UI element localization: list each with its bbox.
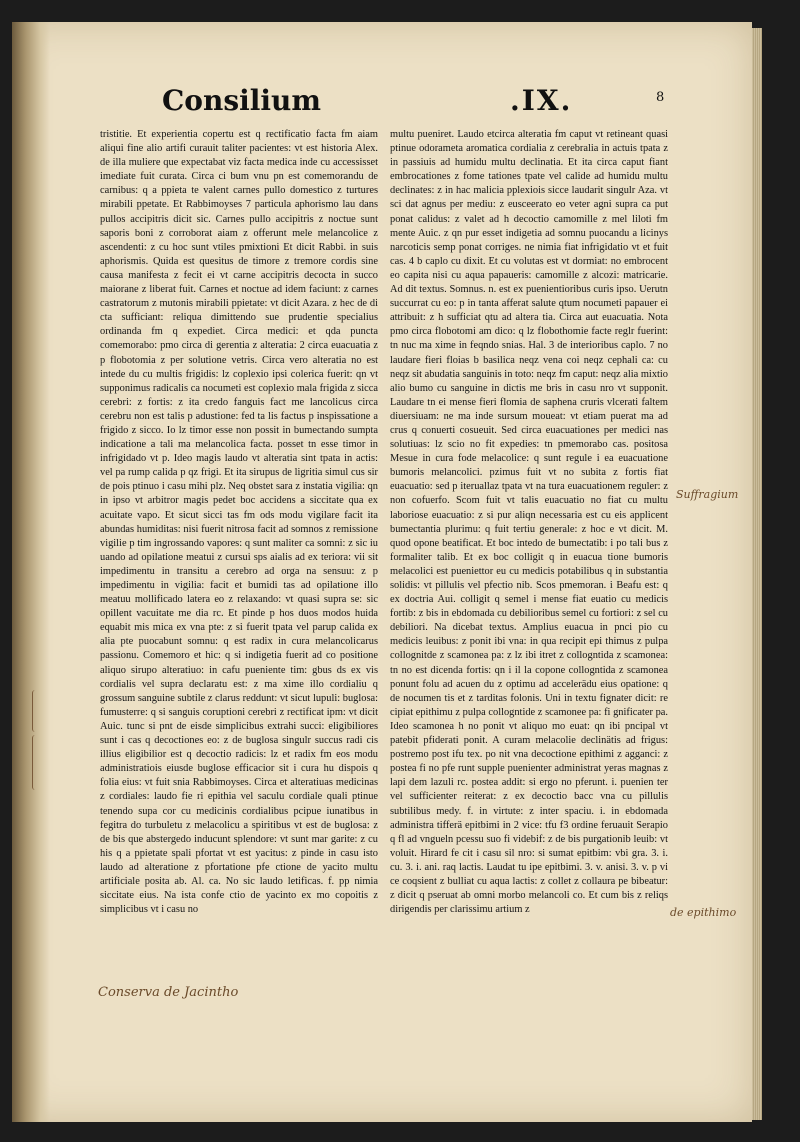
running-head-chapter: .IX. xyxy=(510,84,573,117)
column-right-text: multu pueniret. Laudo etcirca alteratia fm caput vt retineant quasi ptinue odorameta aromatica cordialia z cerebralia in actuis tpata z in passiuis ad humidu multu declinatia. Et ita circa caput fiant embrocationes z fome tationes tpate vel calide ad humidu multu declinates: z in hac malicia pplexiois sicce laudarit singulr Aza. vt sci dat agnus per mediu: z eusceerato eo veter agni supra ca put ponat calidus: z valet ad h decoctio camomille z mel liloti fm mente Auic. z qn pur esset indigetia ad somnu puocandu a licinys narcoticis semp ponat corriges. ne nimia fiat infrigidatio vt et fuit cas. 4 b caplo cu dixit. Et cu volutas est vt dormiat: no embrocent eo capita nisi cu aqua papaueris: camomille z alcozi: matricarie. Ad dit textus. Somnus. n. est ex puenientioribus curis ipso. Uerutn succurrat cu eo: p in tanta afferat salute qtum nocumeti papauer ei attribuit: z h sufficiat qtu ad altera tia. Circa aut euacuatia. Nota pmo circa flobotomi am dico: q lz flobothomie facte reglr fuerint: tn nuc ma xime in feqndo snias. Hal. 3 de interioribus caplo. 7 no laudare fieri floias b basilica neqz vena coi neqz cephali ca: cu neqz sit abudatia sanguinis in toto: neqz fm caput: neqz alia mixtio alio bumo cu sanguine in dictis me bris in casu nro vt supponit. Laudare tn ei mense fieri flomia de saphena cruris vlcerati faltem diuersiuam: ne ma inde sursum moueat: vt etiam puerat ma ad crus q conuerti cosueuit. Sed circa euacuationes per medici nas solutiuas: lz scio no fit expedies: tn pmemorabo cas. positosa Mesue in cura fode melacolice: q sunt regule i ea euacuatione bumoris melancolici. pzimus fuit vt no subita z fortis fiat euacuatio: sed p iteruallaz tpata vt na tura euacuationem reguler: z non cofuerfo. Scom fuit vt talis euacuatio no fiat cu multu laboriose euacuatio: z si pur aliqn necessaria est cu eis applicent bumectantia plurimu: q fuit tertiu generale: z hoc e vt dicit. M. quod opone beatificat. Et boc intedo de bumectatib: i po tali bus z formaliter talib. Et ex boc colligit q in euacua tione bumoris melacolici est pueniettor eu cu medicis potabilibus q in substantia solidis: vt pillulis vel pfectio nib. Scos pmemoran. i Beafu est: q ex doctria Aui. colligit q semel i mense fiat euatio cu medicis fortib: z bis in ebdomada cu debilioribus semel cu fortiori: z sel cu debiliori. Na dicebat textus. Amplius euacua in pnci pio cu medicis leuibus: z ponit ibi vna: in qua recipit epi thimus z pulpa collognitde z scamonea pa: z lz ibi itret z collogntida z scamonea: tn no est dicenda fortis: qn i il la copone collogntida z scamonea ponunt folu ad acuen du z optimu ad accelerädu eius opatione: q de nocumen tis et z tarditas folonis. Uni in textu fignater dicit: re cipiat epithimu z pulpa collogntide z scamonee pa: fi gnificater pa. Ideo scamonea h no ponit vt aliquo mo euat: qn ibi pncipal vt patebit pfiderati ponit. A curam melacolie declinätis ad frigus: postremo post ifu tex. po nit vna decoctione epithimi z agganci: z postea fi no pfe runt supple puenienter administrat yeras magnas z lapi dem lazuli rc. postea addit: si ergo no pferunt. i. puenien ter vel sufficienter reiterat: z ex decoctio bacc vna cu pillulis subtilibus medy. f. in virtute: z inter spaciu. i. in ebdomada administra tifferä epitbimi in 2 vice: tfu f3 ordine feruauit Serapio q fl ad vngueln pcessu suo fi videbif: z de bis purgationib leuib: vt voluit. Hirard fe cit i casu sil nro: si sumat epitbim: vbi gra. 3. i. cu. 3. i. ani. raq lactis. Laudat tu ipe epitbimi. 3. v. anisi. 3. v. p vi ce coqsient z bulliat cu aqua lactis: z collet z collaura pe bibeatur: z dicit q pseruat ab omni morbo melancoli co. Et cum bis z reliqs dirigendis per clarissimu artium z xyxy=(390,129,668,916)
marginal-note-right-bottom: de epithimo xyxy=(670,906,737,919)
column-left-text: tristitie. Et experientia copertu est q rectificatio facta fm aiam aliqui fine alio artifi curauit taliter pacientes: vt est historia Alex. de illa muliere que expectabat viz facta medica inde cu accessisset imediate fuit curata. Circa ci bum vnu pn est comemorandu de carnibus: q a ppieta te valent carnes pullo domestico z turtures mirabili ppetate. Et Rabbimoyses 7 particula aphorismo lau dans pullos accipitris dicit sic. Carnes pullo accipitris z noctue sunt saporis boni z corroborat aiam z offerunt mele melancolice z ascendenti: z cu hoc sunt vtiles pmixtioni Et dicit Rabbi. in suis aphorismis. Quida est quesitus de timore z tremore cordis sine causa manifesta z fecit ei vt carne accipitris decocta in succo maiorane z liberat fuit. Carnes et noctue ad idem faciunt: z carnes castratorum z mutonis mirabili ppietate: vt dicit Azara. z hec de di cta sufficiant: reliqua dimittendo sue prudentie specialius ordinanda fm q expediet. Circa medici: et qda puncta comemorabo: pmo circa di gerentia z alteratia: 2 circa euacuatia z p flobotomia z per solutione vetris. Circa vero alteratia no est intede du cu multis frigidis: lz coplexio ipsi colerica fuerit: qn vt supponimus radicalis ca nocumeti est coplexio mala frigida z sicca cerebri: z fortis: z ita credo fanguis fact me lancolicus circa cerebru non est talis p adustione: fed ta lis factus p inspissatione a frigido z sicco. Io lz timor esse non possit in bumectando sumpta indicatione a tali ma melancolica facta. posset tn esse timor in infrigidado vt p. Ideo magis laudo vt alteratia sint tpata in actis: vel pa rump calida p qz frigi. Et ita sirupus de ligritia simul cus sir de pois ptinuo i casu mihi plz. Neq obstet sara z instatia vigilia: qn in ipso vt arbitror magis pedet boc accidens a siccitate qua ex acuitate vapo. Et sicut sicci tas fm ods modu vigilare facit ita abundas humiditas: nisi fuerit nitrosa facit ad somnos z remissione vigilie p tim ingrossando vapores: q sunt maliter ca somni: z sic iu uando ad opilatione meatui z cursui sps aialis ad ex teriora: vii sit impedimentu in transitu a cerebro ad orga na sensuu: z p impedimentu in vigilia: facit et bumidi tas ad opilatione illo meatuu mollificado latera eo z relaxando: vt quasi supra se: sic opillent vacuitate me dia rc. Et pinde p hos duos modos huida equabit mis mica ex vna pte: z si fuerit tpata vel parup calida ex alia pte puocabunt somnu: q est radix in cura melancolicarus passionu. Comemoro et hic: q si indigetia fuerit ad co positione aliquo sirupo alteratiuo: in cafu pueniente tim: gbus ds ex vis cordialis vel supra declaratu est: z ma xime illo cordialiu q grossum sanguine subtile z clarus reddunt: vt sicut lupuli: buglosa: fumusterre: q si sanguis coruptioni cerebri z rectificat ipm: vt dicit Auic. tunc si pnt de eisde simplicibus extrahi succi: eligibiliores sunt i cas q decoctiones eo: z de buglosa singulr succus radi cis illius eligibilior est q decoctio radicis: lz et radix fm eos modu administratiois eiusde buglose efficacior sit i cura hu dispois q folia eius: vt fuit snia Rabbimoyses. Circa et alteratiuas medicinas z cordiales: laudo fie ri epithia vel saculu cordiale quali ptinue tenendo supa cor cu medicinis cordialibus pcipue iunatibus in fegitra do turbuletu z melacolicu a spiritibus vt est de buglosa: z de bis que abstergedo inducunt splendore: vt sunt mar garite: z cu his q a ppietate spali pfortat vt est yacitus: z pinde in casu isto laudo ad alteratione z pfortatione pfe ctione de yacito multu artificiale posita ab. Al. ca. No sic laudo letificas. f. pp nimia siccitate eius. Na ista confe ctio de yacinto ex mo copoitis z simplicibus vt i casu no xyxy=(100,129,378,916)
folio-number: 8 xyxy=(656,90,665,105)
marginal-note-right-top: Suffragium xyxy=(676,488,739,501)
text-column-left xyxy=(100,128,378,917)
running-head-title: Consilium xyxy=(162,84,321,117)
page-fore-edge xyxy=(752,28,762,1120)
margin-bracket-mark xyxy=(32,690,41,732)
text-column-right xyxy=(390,128,668,917)
margin-bracket-mark xyxy=(32,735,41,790)
book-gutter xyxy=(12,22,50,1122)
marginal-note-left: Conserva de Jacintho xyxy=(98,985,239,1000)
book-page xyxy=(12,22,752,1122)
